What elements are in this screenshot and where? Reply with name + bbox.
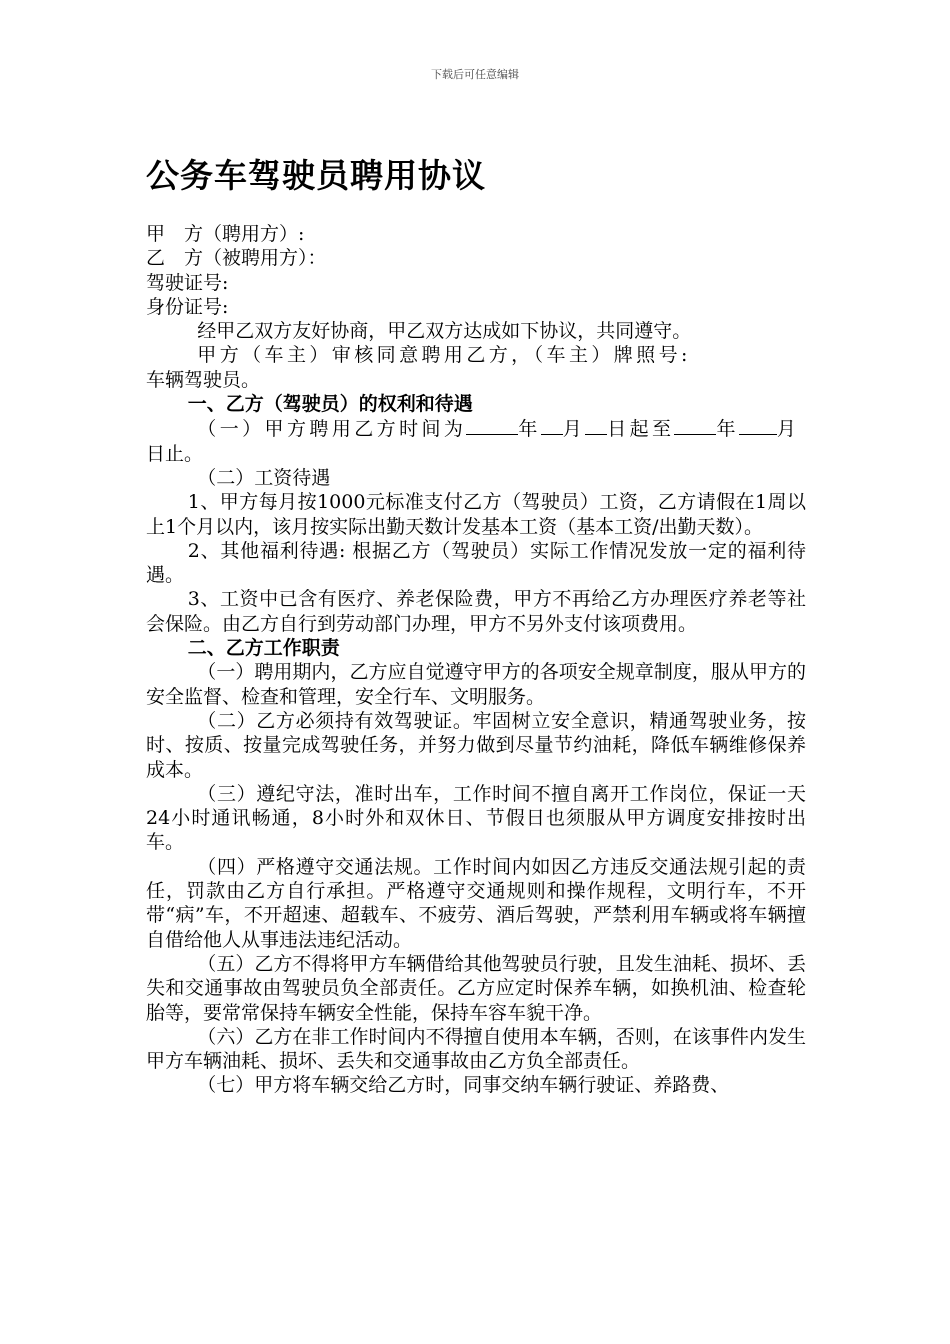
end-year-blank bbox=[674, 416, 716, 435]
duty-item-7: （七）甲方将车辆交给乙方时，同事交纳车辆行驶证、养路费、 bbox=[197, 1074, 730, 1097]
id-card-field: 身份证号: bbox=[146, 295, 229, 318]
header-note: 下载后可任意编辑 bbox=[431, 68, 519, 81]
term-text-b: 年 bbox=[518, 418, 541, 441]
term-clause-end: 日止。 bbox=[146, 442, 204, 465]
duty-item-6: （六）乙方在非工作时间内不得擅自使用本车辆，否则，在该事件内发生甲方车辆油耗、损坏、丢失和交通事故由乙方负全部责任。 bbox=[146, 1025, 806, 1073]
salary-item-1: 1、甲方每月按1000元标准支付乙方（驾驶员）工资，乙方请假在1周以上1个月以内，该月按实际出勤天数计发基本工资（基本工资/出勤天数）。 bbox=[146, 491, 806, 538]
salary-subheading: （二）工资待遇 bbox=[197, 466, 331, 489]
start-month-blank bbox=[541, 416, 563, 435]
salary-item-3: 3、工资中已含有医疗、养老保险费，甲方不再给乙方办理医疗养老等社会保险。由乙方自行到劳动部门办理，甲方不另外支付该项费用。 bbox=[146, 588, 806, 635]
intro-paragraph: 经甲乙双方友好协商，甲乙双方达成如下协议，共同遵守。 bbox=[197, 320, 692, 343]
duty-item-2: （二）乙方必须持有效驾驶证。牢固树立安全意识，精通驾驶业务，按时、按质、按量完成驾驶任务，并努力做到尽量节约油耗，降低车辆维修保养成本。 bbox=[146, 709, 806, 781]
start-day-blank bbox=[585, 416, 607, 435]
party-a-field: 甲 方（聘用方）: bbox=[146, 223, 305, 245]
term-text-c: 月 bbox=[562, 418, 586, 441]
duty-item-5: （五）乙方不得将甲方车辆借给其他驾驶员行驶，且发生油耗、损坏、丢失和交通事故由驾驶员负全部责任。乙方应定时保养车辆，如换机油、检查轮胎等，要常常保持车辆安全性能，保持车容车貌干净。 bbox=[146, 952, 806, 1024]
term-clause bbox=[146, 416, 806, 441]
section-2-heading: 二、乙方工作职责 bbox=[187, 637, 340, 660]
duty-item-4: （四）严格遵守交通法规。工作时间内如因乙方违反交通法规引起的责任，罚款由乙方自行承担。严格遵守交通规则和操作规程，文明行车，不开带“病”车，不开超速、超载车、不疲劳、酒后驾驶，严禁利用车辆或将车辆擅自借给他人从事违法违纪活动。 bbox=[146, 855, 806, 951]
document-body bbox=[146, 222, 806, 1098]
end-month-blank bbox=[739, 416, 777, 435]
document-title: 公务车驾驶员聘用协议 bbox=[146, 156, 486, 195]
hire-line-end: 车辆驾驶员。 bbox=[146, 368, 261, 391]
duty-item-1: （一）聘用期内，乙方应自觉遵守甲方的各项安全规章制度，服从甲方的安全监督、检查和管理，安全行车、文明服务。 bbox=[146, 661, 806, 708]
term-text-f: 月 bbox=[776, 418, 800, 441]
start-year-blank bbox=[466, 416, 518, 435]
section-1-heading: 一、乙方（驾驶员）的权利和待遇 bbox=[187, 393, 473, 416]
term-text-e: 年 bbox=[716, 418, 739, 441]
term-text-a: （一）甲方聘用乙方时间为 bbox=[197, 418, 467, 441]
license-field: 驾驶证号: bbox=[146, 271, 229, 294]
hire-line: 甲方（车主）审核同意聘用乙方，（车主）牌照号: bbox=[197, 344, 691, 367]
party-b-field: 乙 方（被聘用方）： bbox=[146, 247, 327, 270]
duty-item-3: （三）遵纪守法，准时出车，工作时间不擅自离开工作岗位，保证一天24小时通讯畅通，8小时外和双休日、节假日也须服从甲方调度安排按时出车。 bbox=[146, 782, 806, 854]
salary-item-2: 2、其他福利待遇: 根据乙方（驾驶员）实际工作情况发放一定的福利待遇。 bbox=[146, 539, 806, 587]
term-text-d: 日起至 bbox=[607, 418, 675, 441]
